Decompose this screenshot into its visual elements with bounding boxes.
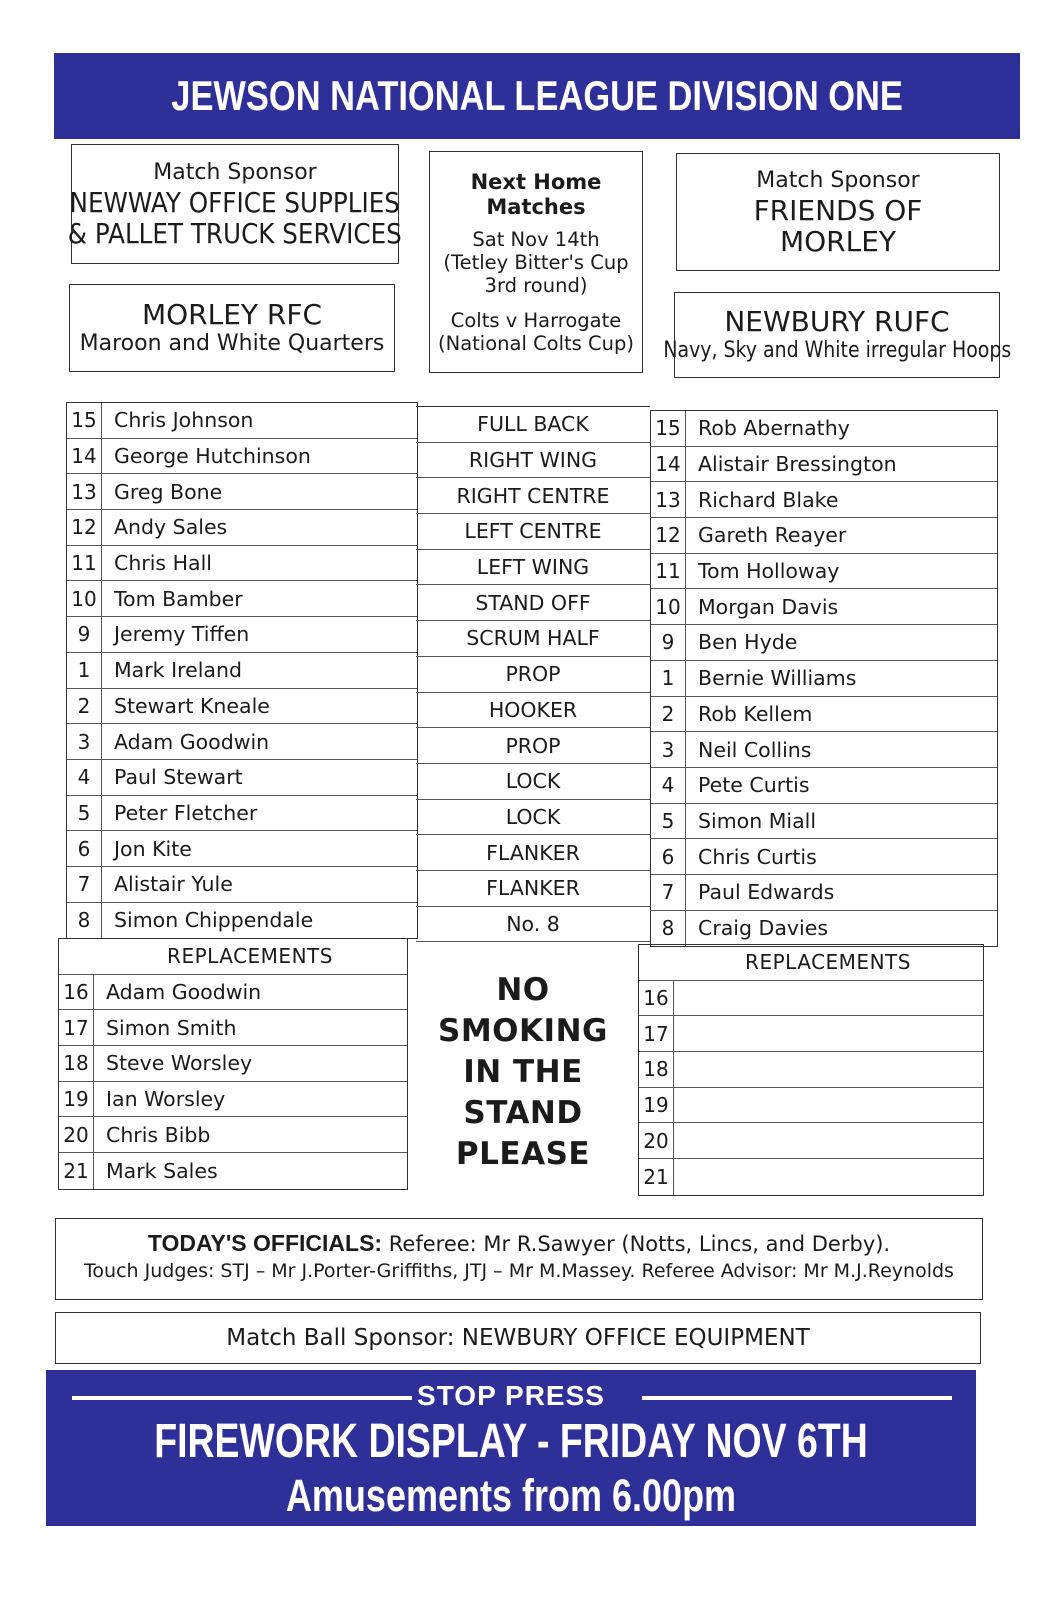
player-name: Stewart Kneale <box>114 693 270 718</box>
away-sponsor-line2: MORLEY <box>779 225 897 258</box>
player-name: Paul Stewart <box>114 765 243 790</box>
positions-column <box>416 406 650 942</box>
player-name: Andy Sales <box>114 515 228 540</box>
player-name: Neil Collins <box>698 737 812 762</box>
home-replacement-row <box>59 1010 407 1046</box>
position-label: FLANKER <box>416 835 650 871</box>
away-player-row <box>651 875 997 911</box>
player-name: Ben Hyde <box>698 630 798 655</box>
away-player-row <box>651 697 997 733</box>
next-home-title-2: Matches <box>486 194 586 219</box>
position-label: PROP <box>416 728 650 764</box>
player-name: Jeremy Tiffen <box>114 622 250 647</box>
shirt-number: 20 <box>59 1117 94 1152</box>
no-smoking-line-1: NO <box>496 972 550 1008</box>
officials-line-1 <box>56 1229 982 1258</box>
shirt-number: 12 <box>651 518 686 553</box>
home-player-row <box>67 867 417 903</box>
shirt-number: 21 <box>639 1159 674 1195</box>
stop-press-headline: FIREWORK DISPLAY - FRIDAY NOV 6TH <box>154 1415 868 1468</box>
home-player-row <box>67 724 417 760</box>
no-smoking-line-3: IN THE <box>463 1054 583 1090</box>
away-replacement-row <box>639 1016 983 1052</box>
stop-press-label: STOP PRESS <box>417 1380 605 1411</box>
shirt-number: 18 <box>59 1046 94 1081</box>
home-sponsor-line2: & PALLET TRUCK SERVICES <box>67 217 403 250</box>
home-player-row <box>67 903 417 939</box>
next-home-date: Sat Nov 14th <box>472 227 600 251</box>
away-replacement-row <box>639 1088 983 1124</box>
shirt-number: 8 <box>67 903 102 939</box>
shirt-number: 3 <box>651 732 686 767</box>
player-name: George Hutchinson <box>114 444 311 469</box>
player-name: Gareth Reayer <box>698 523 847 548</box>
player-name: Jon Kite <box>114 836 192 861</box>
shirt-number: 15 <box>67 403 102 438</box>
player-name: Alistair Yule <box>114 872 233 897</box>
away-player-row <box>651 661 997 697</box>
replacements-label: REPLACEMENTS <box>745 950 911 975</box>
home-sponsor-label: Match Sponsor <box>153 160 317 185</box>
next-home-round: 3rd round) <box>484 273 588 297</box>
home-sponsor-line1: NEWWAY OFFICE SUPPLIES <box>69 186 401 219</box>
player-name: Mark Ireland <box>114 658 242 683</box>
replacements-label: REPLACEMENTS <box>167 944 333 969</box>
player-name: Tom Holloway <box>698 559 840 584</box>
shirt-number: 14 <box>651 447 686 482</box>
shirt-number: 7 <box>67 867 102 902</box>
shirt-number: 1 <box>651 661 686 696</box>
home-player-row <box>67 581 417 617</box>
player-name: Chris Hall <box>114 551 212 576</box>
player-name: Chris Curtis <box>698 844 817 869</box>
away-player-row <box>651 839 997 875</box>
away-replacements-sheet <box>638 944 984 1196</box>
player-name: Mark Sales <box>106 1158 218 1183</box>
away-player-row <box>651 411 997 447</box>
shirt-number: 1 <box>67 653 102 688</box>
shirt-number: 9 <box>67 617 102 652</box>
home-replacement-row <box>59 1117 407 1153</box>
home-player-row <box>67 760 417 796</box>
away-team-sheet <box>650 410 998 947</box>
shirt-number: 10 <box>651 589 686 624</box>
player-name: Pete Curtis <box>698 773 810 798</box>
shirt-number: 7 <box>651 875 686 910</box>
home-team-colours: Maroon and White Quarters <box>79 330 385 356</box>
position-label: LOCK <box>416 800 650 836</box>
shirt-number: 10 <box>67 581 102 616</box>
shirt-number: 15 <box>651 411 686 446</box>
home-player-row <box>67 617 417 653</box>
no-smoking-line-2: SMOKING <box>438 1013 608 1049</box>
away-player-row <box>651 482 997 518</box>
away-player-row <box>651 732 997 768</box>
shirt-number: 4 <box>67 760 102 795</box>
home-player-row <box>67 546 417 582</box>
player-name: Adam Goodwin <box>106 980 262 1005</box>
shirt-number: 9 <box>651 625 686 660</box>
home-team-sheet <box>66 402 418 939</box>
position-label: HOOKER <box>416 693 650 729</box>
shirt-number: 5 <box>67 796 102 831</box>
away-replacement-row <box>639 981 983 1017</box>
player-name: Alistair Bressington <box>698 452 897 477</box>
home-player-row <box>67 689 417 725</box>
shirt-number: 18 <box>639 1052 674 1087</box>
away-replacement-row <box>639 1052 983 1088</box>
officials-referee: Referee: Mr R.Sawyer (Notts, Lincs, and Derby). <box>388 1232 891 1256</box>
away-team-name: NEWBURY RUFC <box>724 304 950 338</box>
player-name: Rob Kellem <box>698 701 813 726</box>
officials-label: TODAY'S OFFICIALS: <box>147 1230 383 1256</box>
player-name: Craig Davies <box>698 916 828 941</box>
player-name: Bernie Williams <box>698 666 857 691</box>
away-sponsor-box <box>676 153 1000 271</box>
next-home-colts: Colts v Harrogate <box>450 308 622 332</box>
officials-touch-judges: Touch Judges: STJ – Mr J.Porter-Griffiths, JTJ – Mr M.Massey. Referee Advisor: Mr M.J.Reynolds <box>84 1260 954 1282</box>
ball-sponsor-box <box>55 1312 981 1364</box>
no-smoking-line-5: PLEASE <box>455 1136 591 1172</box>
position-label: LOCK <box>416 764 650 800</box>
away-player-row <box>651 589 997 625</box>
home-replacements-sheet <box>58 938 408 1190</box>
position-label: PROP <box>416 657 650 693</box>
player-name: Simon Chippendale <box>114 908 314 933</box>
home-replacement-row <box>59 1153 407 1189</box>
no-smoking-notice <box>418 970 628 1175</box>
shirt-number: 16 <box>59 975 94 1010</box>
home-sponsor-box <box>67 144 403 264</box>
shirt-number: 16 <box>639 981 674 1016</box>
ball-sponsor-text: Match Ball Sponsor: NEWBURY OFFICE EQUIPMENT <box>226 1325 810 1351</box>
player-name: Peter Fletcher <box>114 800 258 825</box>
shirt-number: 3 <box>67 724 102 759</box>
away-team-box <box>663 292 1011 378</box>
home-team-box <box>69 284 395 372</box>
player-name: Greg Bone <box>114 479 223 504</box>
shirt-number: 17 <box>59 1010 94 1045</box>
shirt-number: 6 <box>651 839 686 874</box>
shirt-number: 5 <box>651 804 686 839</box>
position-label: RIGHT WING <box>416 443 650 479</box>
shirt-number: 21 <box>59 1153 94 1189</box>
shirt-number: 8 <box>651 911 686 947</box>
player-name: Morgan Davis <box>698 594 839 619</box>
home-replacement-row <box>59 975 407 1011</box>
away-sponsor-label: Match Sponsor <box>756 168 920 193</box>
away-replacement-row <box>639 1159 983 1195</box>
no-smoking-line-4: STAND <box>463 1095 583 1131</box>
home-player-row <box>67 439 417 475</box>
player-name: Paul Edwards <box>698 880 835 905</box>
shirt-number: 20 <box>639 1123 674 1158</box>
position-label: RIGHT CENTRE <box>416 478 650 514</box>
player-name: Tom Bamber <box>114 586 243 611</box>
away-player-row <box>651 804 997 840</box>
away-player-row <box>651 768 997 804</box>
player-name: Simon Miall <box>698 808 817 833</box>
stop-press-banner <box>46 1370 976 1526</box>
player-name: Chris Johnson <box>114 408 254 433</box>
position-label: LEFT WING <box>416 550 650 586</box>
player-name: Adam Goodwin <box>114 729 270 754</box>
player-name: Ian Worsley <box>106 1087 226 1112</box>
away-team-colours: Navy, Sky and White irregular Hoops <box>663 337 1011 363</box>
player-name: Chris Bibb <box>106 1122 211 1147</box>
shirt-number: 6 <box>67 831 102 866</box>
next-home-title-1: Next Home <box>470 169 602 194</box>
home-replacement-row <box>59 1082 407 1118</box>
position-label: LEFT CENTRE <box>416 514 650 550</box>
position-label: FULL BACK <box>416 407 650 443</box>
away-player-row <box>651 447 997 483</box>
home-player-row <box>67 831 417 867</box>
home-player-row <box>67 653 417 689</box>
next-home-box <box>429 151 643 373</box>
away-player-row <box>651 911 997 947</box>
away-replacements-heading <box>639 945 983 981</box>
shirt-number: 13 <box>67 474 102 509</box>
away-replacement-row <box>639 1123 983 1159</box>
shirt-number: 2 <box>67 689 102 724</box>
away-player-row <box>651 518 997 554</box>
home-player-row <box>67 403 417 439</box>
shirt-number: 4 <box>651 768 686 803</box>
shirt-number: 13 <box>651 482 686 517</box>
away-player-row <box>651 625 997 661</box>
page-title: JEWSON NATIONAL LEAGUE DIVISION ONE <box>171 72 903 119</box>
home-replacement-row <box>59 1046 407 1082</box>
home-player-row <box>67 474 417 510</box>
shirt-number: 19 <box>59 1082 94 1117</box>
home-replacements-heading <box>59 939 407 975</box>
player-name: Rob Abernathy <box>698 416 850 441</box>
home-player-row <box>67 796 417 832</box>
position-label: SCRUM HALF <box>416 621 650 657</box>
player-name: Richard Blake <box>698 487 839 512</box>
home-player-row <box>67 510 417 546</box>
position-label: No. 8 <box>416 907 650 943</box>
officials-box <box>55 1218 983 1300</box>
away-sponsor-line1: FRIENDS OF <box>753 194 923 227</box>
position-label: STAND OFF <box>416 585 650 621</box>
position-label: FLANKER <box>416 871 650 907</box>
shirt-number: 14 <box>67 439 102 474</box>
player-name: Steve Worsley <box>106 1051 253 1076</box>
home-team-name: MORLEY RFC <box>141 297 323 331</box>
shirt-number: 2 <box>651 697 686 732</box>
shirt-number: 12 <box>67 510 102 545</box>
shirt-number: 17 <box>639 1016 674 1051</box>
shirt-number: 19 <box>639 1088 674 1123</box>
header-banner <box>54 53 1020 139</box>
stop-press-subline: Amusements from 6.00pm <box>285 1470 737 1521</box>
next-home-cup: (Tetley Bitter's Cup <box>443 250 629 274</box>
away-player-row <box>651 554 997 590</box>
shirt-number: 11 <box>67 546 102 581</box>
next-home-colts-cup: (National Colts Cup) <box>438 331 634 355</box>
shirt-number: 11 <box>651 554 686 589</box>
player-name: Simon Smith <box>106 1015 237 1040</box>
